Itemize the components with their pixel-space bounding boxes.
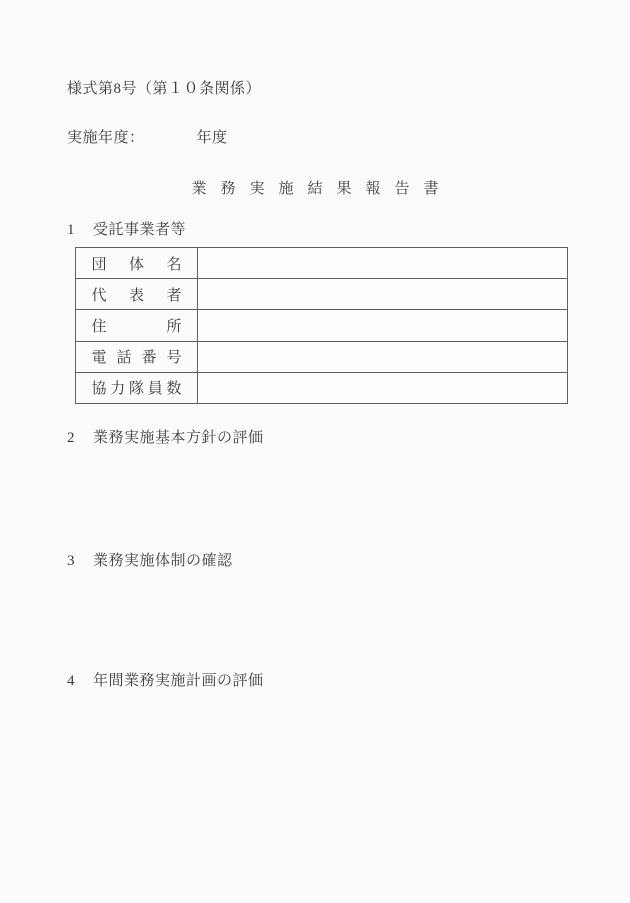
row-value-cell[interactable]	[198, 310, 568, 341]
form-number: 様式第8号（第１０条関係）	[67, 81, 262, 97]
row-label-cell	[76, 372, 198, 403]
section-heading-contractor	[67, 221, 186, 240]
section-number: 2	[67, 430, 75, 446]
table-row	[76, 310, 568, 341]
row-label: 協力隊員数	[91, 381, 182, 398]
section-heading-annual-plan-evaluation	[67, 672, 264, 691]
row-label-cell	[76, 248, 198, 279]
fiscal-year-label: 実施年度：	[67, 130, 145, 146]
row-label: 団体名	[91, 256, 182, 273]
row-value-cell[interactable]	[198, 372, 568, 403]
table-row	[76, 372, 568, 403]
fiscal-year-input-area[interactable]	[145, 133, 197, 148]
row-label-cell	[76, 279, 198, 310]
section-heading-text: 受託事業者等	[93, 222, 187, 238]
section-heading-text: 年間業務実施計画の評価	[93, 673, 264, 689]
section-number: 1	[67, 222, 75, 238]
section-number: 4	[67, 673, 75, 689]
section-heading-text: 業務実施体制の確認	[93, 553, 233, 569]
table-row	[76, 341, 568, 372]
row-label: 住所	[91, 318, 182, 335]
row-label-cell	[76, 341, 198, 372]
section-heading-implementation-structure	[67, 552, 233, 571]
row-label: 電話番号	[91, 350, 182, 367]
row-label: 代表者	[91, 287, 182, 304]
fiscal-year-line	[67, 129, 228, 148]
row-label-cell	[76, 310, 198, 341]
row-value-cell[interactable]	[198, 279, 568, 310]
row-value-cell[interactable]	[198, 341, 568, 372]
section-number: 3	[67, 553, 75, 569]
table-row	[76, 248, 568, 279]
page-title: 業務実施結果報告書	[191, 181, 453, 197]
contractor-table	[75, 247, 568, 404]
section-heading-basic-policy-evaluation	[67, 429, 264, 448]
section-heading-text: 業務実施基本方針の評価	[93, 430, 264, 446]
table-row	[76, 279, 568, 310]
fiscal-year-suffix: 年度	[196, 130, 228, 146]
row-value-cell[interactable]	[198, 248, 568, 279]
